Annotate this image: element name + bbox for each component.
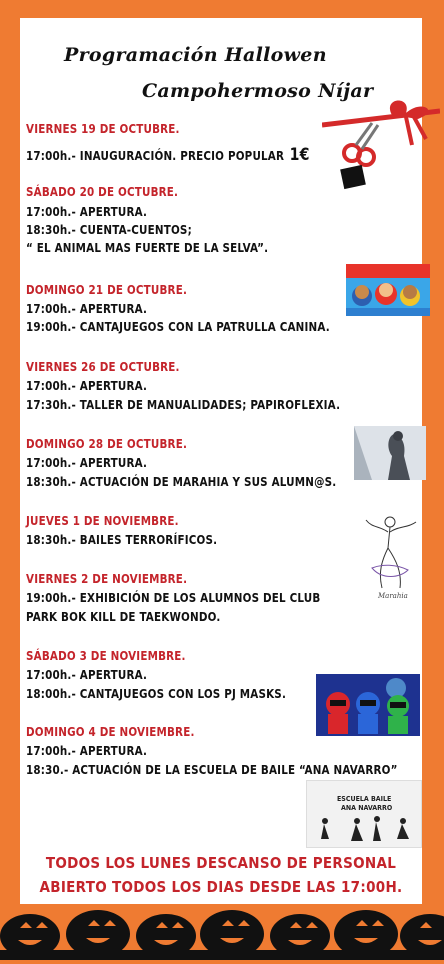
poster-title-line1: Programación Hallowen: [64, 44, 327, 66]
event-date: VIERNES 2 DE NOVIEMBRE.: [26, 571, 188, 586]
event-date: VIERNES 19 DE OCTUBRE.: [26, 121, 180, 136]
event-line: 17:00h.- APERTURA.: [26, 743, 148, 758]
dancer-photo: [354, 426, 426, 480]
event-line: 18:30h.- CUENTA-CUENTOS;: [26, 222, 192, 237]
paw-patrol-image: [346, 264, 430, 316]
event-line: 17:00h.- INAUGURACIÓN. PRECIO POPULAR 1€: [26, 145, 310, 165]
pumpkin-border: [0, 904, 444, 960]
event-line: 17:00h.- APERTURA.: [26, 378, 148, 393]
event-line: 17:00h.- APERTURA.: [26, 204, 148, 219]
event-date: SÁBADO 20 DE OCTUBRE.: [26, 184, 179, 199]
poster-text-line2: ANA NAVARRO: [341, 804, 393, 812]
event-date: DOMINGO 28 DE OCTUBRE.: [26, 436, 188, 451]
event-date: SÁBADO 3 DE NOVIEMBRE.: [26, 648, 186, 663]
event-date: DOMINGO 21 DE OCTUBRE.: [26, 282, 188, 297]
event-line: 18:30h.- ACTUACIÓN DE MARAHIA Y SUS ALUMN@S.: [26, 474, 337, 489]
event-date: JUEVES 1 DE NOVIEMBRE.: [26, 513, 179, 528]
dancer-sketch-image: [352, 508, 428, 608]
event-line: 18:30.- ACTUACIÓN DE LA ESCUELA DE BAILE “ANA NAVARRO”: [26, 762, 398, 777]
event-line: 17:00h.- APERTURA.: [26, 455, 148, 470]
poster-text-line1: ESCUELA BAILE: [337, 795, 392, 803]
event-line: 18:00h.- CANTAJUEGOS CON LOS PJ MASKS.: [26, 686, 287, 701]
event-date: DOMINGO 4 DE NOVIEMBRE.: [26, 724, 195, 739]
event-line: 19:00h.- EXHIBICIÓN DE LOS ALUMNOS DEL CLUB: [26, 590, 321, 605]
signature-text: Marahia: [378, 592, 408, 600]
ribbon-scissors-image: [322, 95, 440, 195]
dance-school-poster-image: [306, 780, 422, 848]
event-line: 18:30h.- BAILES TERRORÍFICOS.: [26, 532, 218, 547]
event-line: “ EL ANIMAL MAS FUERTE DE LA SELVA”.: [26, 240, 269, 255]
event-line: 17:00h.- APERTURA.: [26, 301, 148, 316]
footer-line1: TODOS LOS LUNES DESCANSO DE PERSONAL: [45, 854, 397, 872]
event-line: 19:00h.- CANTAJUEGOS CON LA PATRULLA CANINA.: [26, 319, 330, 334]
price-value: 1€: [289, 145, 310, 165]
event-line: 17:30h.- TALLER DE MANUALIDADES; PAPIROFLEXIA.: [26, 397, 341, 412]
poster-title-line2: Campohermoso Níjar: [142, 80, 374, 102]
event-line: PARK BOK KILL DE TAEKWONDO.: [26, 609, 221, 624]
pj-masks-image: [316, 674, 420, 736]
event-date: VIERNES 26 DE OCTUBRE.: [26, 359, 180, 374]
event-line: 17:00h.- APERTURA.: [26, 667, 148, 682]
footer-line2: ABIERTO TODOS LOS DIAS DESDE LAS 17:00H.: [39, 878, 403, 896]
